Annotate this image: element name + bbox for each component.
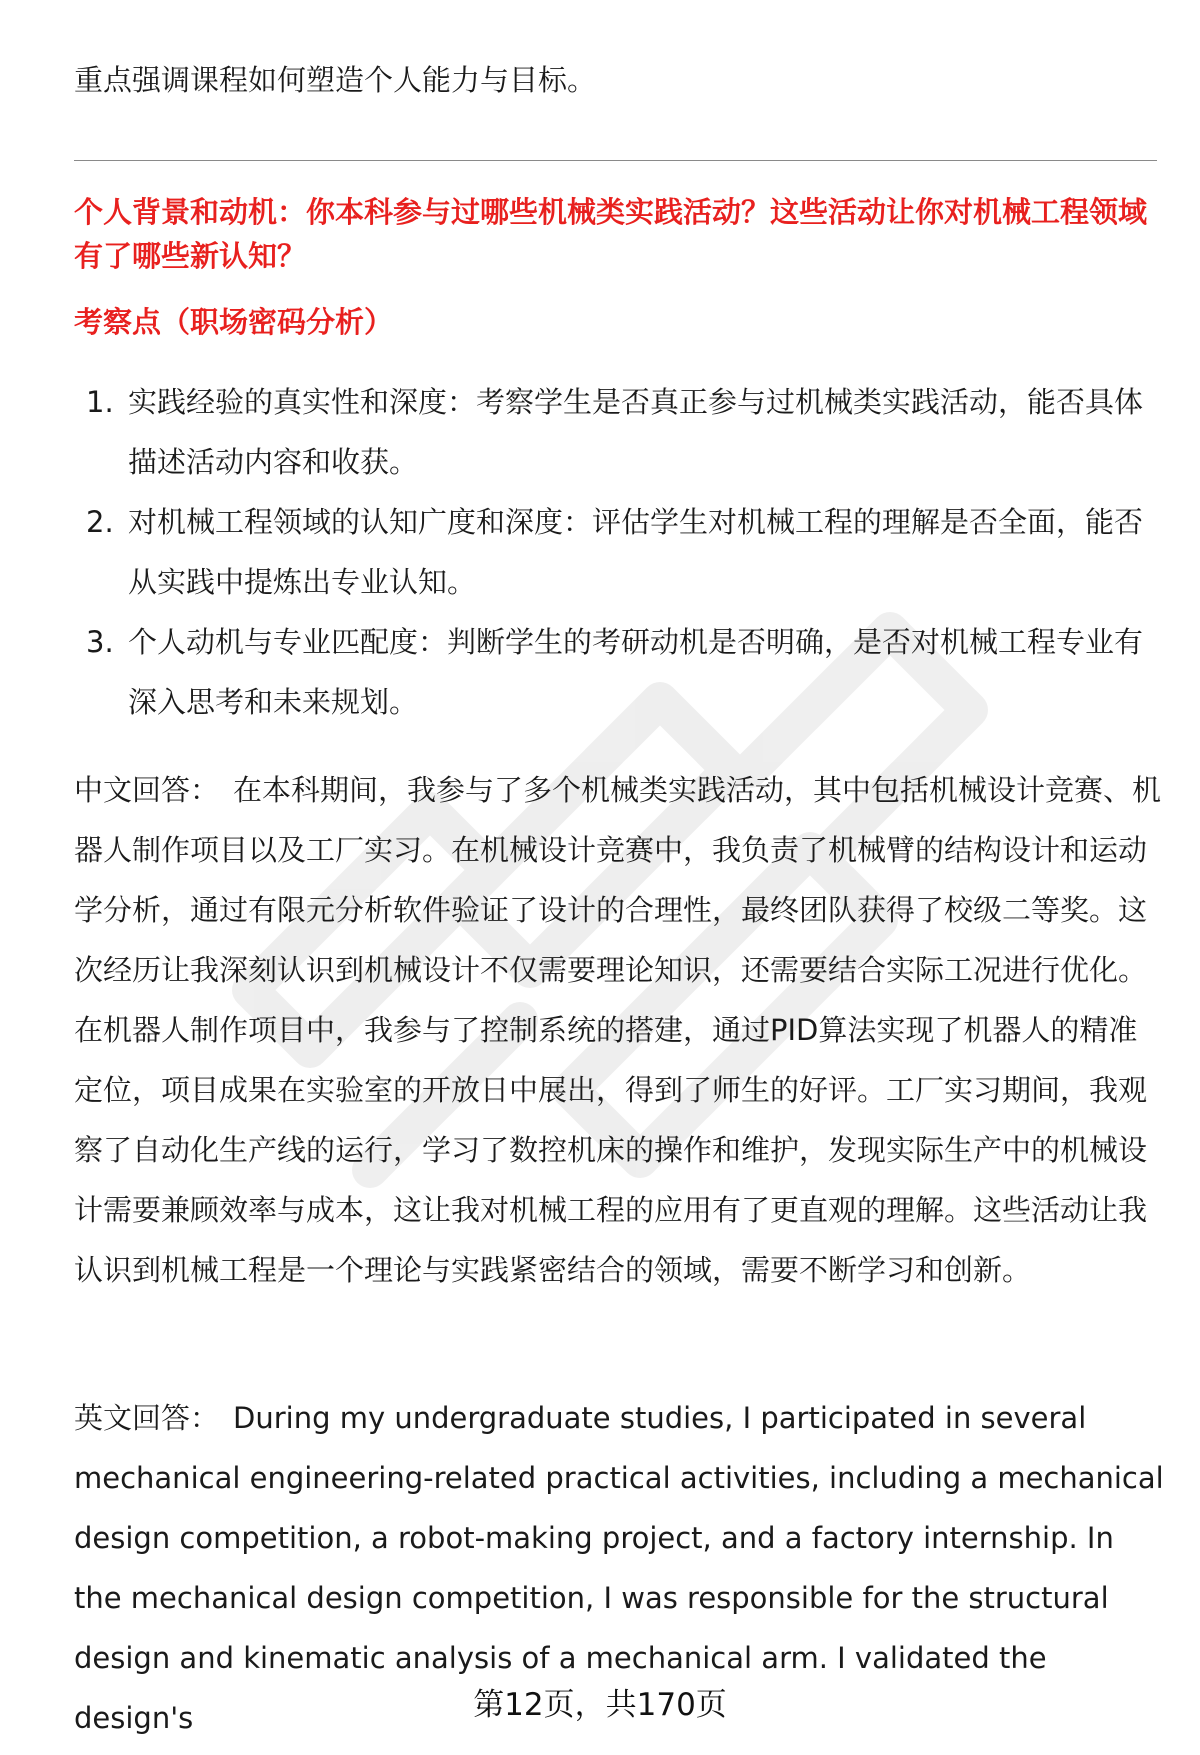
chinese-answer	[74, 760, 1164, 1300]
point-number: 3.	[86, 625, 114, 659]
section-divider	[74, 160, 1157, 161]
assessment-point	[74, 372, 1164, 492]
question-heading: 个人背景和动机：你本科参与过哪些机械类实践活动？这些活动让你对机械工程领域有了哪些新认知？	[74, 195, 1148, 273]
point-number: 2.	[86, 505, 114, 539]
english-answer-text: During my undergraduate studies, I participated in several mechanical engineering-related practical activities, including a mechanical design competition, a robot-making project, and a factory internship. In the mechanical design competition, I was responsible for the structural design and kinematic analysis of a mechanical arm. I validated the design's	[74, 1401, 1164, 1735]
page-number-footer: 第12页，共170页	[473, 1687, 727, 1723]
intro-line: 重点强调课程如何塑造个人能力与目标。	[74, 63, 597, 97]
chinese-answer-label: 中文回答：	[74, 773, 220, 807]
assessment-point	[74, 492, 1164, 612]
point-text: 对机械工程领域的认知广度和深度：评估学生对机械工程的理解是否全面，能否从实践中提炼出专业认知。	[128, 505, 1144, 599]
chinese-answer-text: 在本科期间，我参与了多个机械类实践活动，其中包括机械设计竞赛、机器人制作项目以及工厂实习。在机械设计竞赛中，我负责了机械臂的结构设计和运动学分析，通过有限元分析软件验证了设计的合理性，最终团队获得了校级二等奖。这次经历让我深刻认识到机械设计不仅需要理论知识，还需要结合实际工况进行优化。在机器人制作项目中，我参与了控制系统的搭建，通过PID算法实现了机器人的精准定位，项目成果在实验室的开放日中展出，得到了师生的好评。工厂实习期间，我观察了自动化生产线的运行，学习了数控机床的操作和维护，发现实际生产中的机械设计需要兼顾效率与成本，这让我对机械工程的应用有了更直观的理解。这些活动让我认识到机械工程是一个理论与实践紧密结合的领域，需要不断学习和创新。	[74, 773, 1162, 1287]
point-number: 1.	[86, 385, 114, 419]
assessment-point	[74, 612, 1164, 732]
english-answer-label: 英文回答：	[74, 1401, 220, 1435]
point-text: 实践经验的真实性和深度：考察学生是否真正参与过机械类实践活动，能否具体描述活动内容和收获。	[128, 385, 1144, 479]
assessment-points-list	[74, 372, 1164, 732]
assessment-points-heading: 考察点（职场密码分析）	[74, 305, 394, 339]
point-text: 个人动机与专业匹配度：判断学生的考研动机是否明确，是否对机械工程专业有深入思考和未来规划。	[128, 625, 1144, 719]
